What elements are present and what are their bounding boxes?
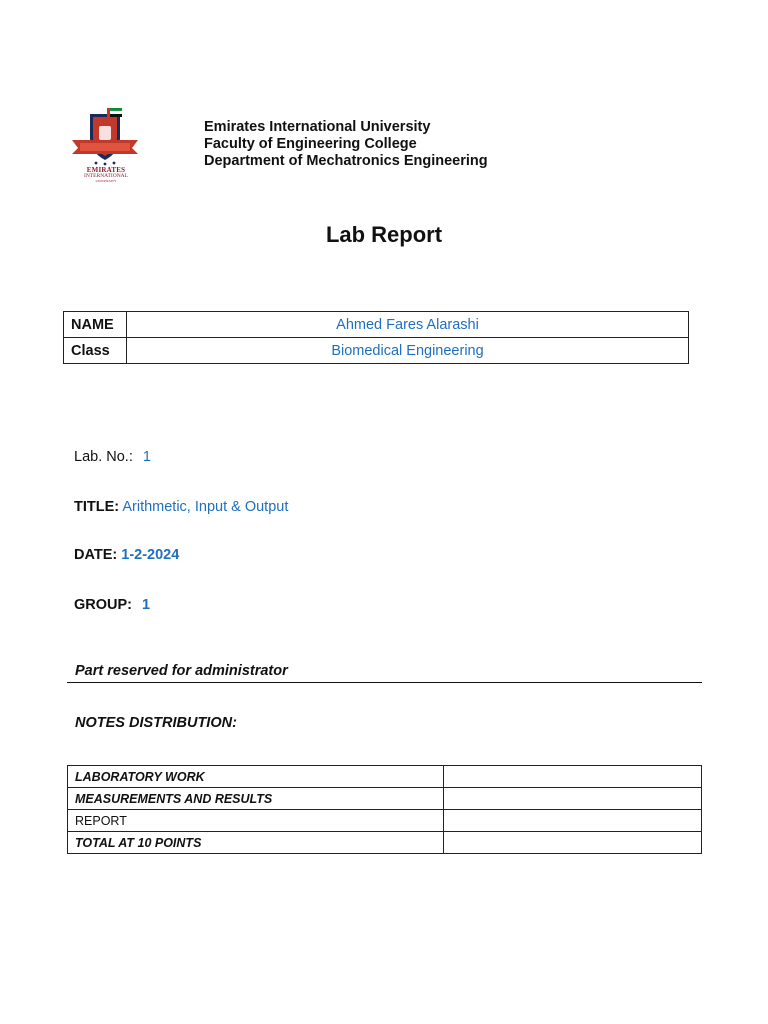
report-score — [444, 810, 702, 832]
date-value: 1-2-2024 — [121, 547, 180, 563]
university-logo — [66, 108, 144, 184]
logo-wordmark-small: UNIVERSITY — [95, 179, 117, 183]
faculty-name: Faculty of Engineering College — [204, 136, 417, 152]
laboratory-work-score — [444, 766, 702, 788]
date-label: DATE: — [74, 547, 118, 563]
table-row — [64, 312, 689, 338]
group-label: GROUP: — [74, 597, 132, 613]
laboratory-work-label: LABORATORY WORK — [68, 766, 444, 788]
notes-distribution-table — [67, 765, 702, 854]
university-name: Emirates International University — [204, 119, 431, 135]
crest-icon — [66, 108, 144, 168]
lab-number-value: 1 — [142, 449, 151, 465]
report-label: REPORT — [68, 810, 444, 832]
table-row — [68, 810, 702, 832]
notes-distribution-heading: NOTES DISTRIBUTION: — [75, 715, 237, 731]
page-title: Lab Report — [325, 222, 443, 247]
admin-section-divider — [67, 662, 702, 683]
name-label: NAME — [64, 312, 127, 338]
class-label: Class — [64, 338, 127, 364]
measurements-results-label: MEASUREMENTS AND RESULTS — [68, 788, 444, 810]
table-row — [68, 788, 702, 810]
lab-number-field — [74, 449, 151, 465]
name-value: Ahmed Fares Alarashi — [127, 312, 689, 338]
admin-section-label: Part reserved for administrator — [75, 663, 288, 679]
total-score — [444, 832, 702, 854]
department-name: Department of Mechatronics Engineering — [204, 153, 488, 169]
title-field — [74, 499, 288, 515]
university-header — [204, 119, 488, 170]
total-label: TOTAL AT 10 POINTS — [68, 832, 444, 854]
lab-number-label: Lab. No.: — [74, 449, 133, 465]
measurements-results-score — [444, 788, 702, 810]
student-info-table — [63, 311, 689, 364]
group-value: 1 — [142, 597, 151, 613]
title-label: TITLE: — [74, 499, 120, 515]
group-field — [74, 597, 150, 613]
table-row — [68, 766, 702, 788]
date-field — [74, 547, 179, 563]
logo-wordmark: EMIRATES — [86, 166, 126, 174]
logo-wordmark-sub: INTERNATIONAL — [84, 173, 128, 179]
table-row — [64, 338, 689, 364]
class-value: Biomedical Engineering — [127, 338, 689, 364]
title-value: Arithmetic, Input & Output — [122, 499, 289, 515]
table-row — [68, 832, 702, 854]
